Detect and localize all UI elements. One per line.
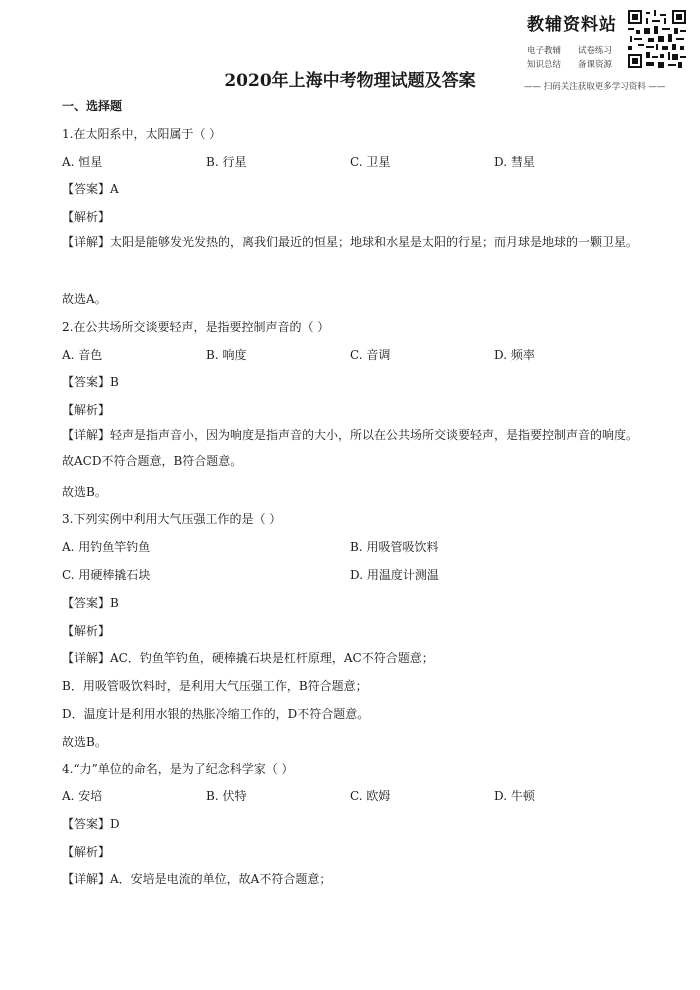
detail-text: 【详解】太阳是能够发光发热的，离我们最近的恒星；地球和水星是太阳的行星；而月球是地球的一颗卫星。	[62, 235, 639, 249]
question-stem: 3.下列实例中利用大气压强工作的是（ ）	[62, 512, 282, 526]
qr-code-icon	[628, 10, 686, 68]
option-d: D. 频率	[494, 348, 535, 362]
section-heading: 一、选择题	[62, 99, 123, 113]
detail-text: 【详解】AC．钓鱼竿钓鱼，硬棒撬石块是杠杆原理，AC不符合题意；	[62, 651, 434, 665]
option-b: B. 伏特	[206, 789, 247, 803]
brand-title: 教辅资料站	[527, 15, 617, 35]
option-c: C. 卫星	[350, 155, 391, 169]
question-stem: 4.“力”单位的命名，是为了纪念科学家（ ）	[62, 762, 294, 776]
option-b: B. 响度	[206, 348, 247, 362]
option-b: B. 行星	[206, 155, 247, 169]
option-d: D. 彗星	[494, 155, 535, 169]
option-c: C. 音调	[350, 348, 391, 362]
detail-text: 【详解】A．安培是电流的单位，故A不符合题意；	[62, 872, 332, 886]
detail-text: 【详解】轻声是指声音小，因为响度是指声音的大小，所以在公共场所交谈要轻声，是指要控制声音的响度。故ACD不符合题意，B符合题意。	[62, 428, 639, 468]
brand-tag: 电子教辅	[527, 46, 562, 56]
question-stem: 1.在太阳系中，太阳属于（ ）	[62, 127, 222, 141]
option-a: A. 安培	[62, 789, 103, 803]
option-a: A. 音色	[62, 348, 103, 362]
option-a: A. 恒星	[62, 155, 103, 169]
analysis-label: 【解析】	[62, 210, 111, 224]
question-stem: 2.在公共场所交谈要轻声，是指要控制声音的（ ）	[62, 320, 330, 334]
analysis-label: 【解析】	[62, 845, 111, 859]
detail-text: B．用吸管吸饮料时，是利用大气压强工作，B符合题意；	[62, 679, 368, 693]
answer-label: 【答案】B	[62, 596, 119, 610]
answer-label: 【答案】D	[62, 817, 120, 831]
option-d: D. 用温度计测温	[350, 568, 439, 582]
option-b: B. 用吸管吸饮料	[350, 540, 439, 554]
detail-text: D．温度计是利用水银的热胀冷缩工作的，D不符合题意。	[62, 707, 370, 721]
brand-tag: 备课资源	[578, 60, 613, 70]
page-title: 2020年上海中考物理试题及答案	[224, 71, 476, 91]
brand-slogan: —— 扫码关注获取更多学习资料 ——	[524, 82, 666, 92]
conclusion-text: 故选B。	[62, 485, 107, 499]
analysis-label: 【解析】	[62, 624, 111, 638]
answer-label: 【答案】B	[62, 375, 119, 389]
analysis-label: 【解析】	[62, 403, 111, 417]
option-c: C. 用硬棒撬石块	[62, 568, 151, 582]
brand-tag: 试卷练习	[578, 46, 613, 56]
conclusion-text: 故选B。	[62, 735, 107, 749]
conclusion-text: 故选A。	[62, 292, 107, 306]
option-d: D. 牛顿	[494, 789, 535, 803]
answer-label: 【答案】A	[62, 182, 119, 196]
option-a: A. 用钓鱼竿钓鱼	[62, 540, 151, 554]
option-c: C. 欧姆	[350, 789, 391, 803]
brand-tag: 知识总结	[527, 60, 562, 70]
